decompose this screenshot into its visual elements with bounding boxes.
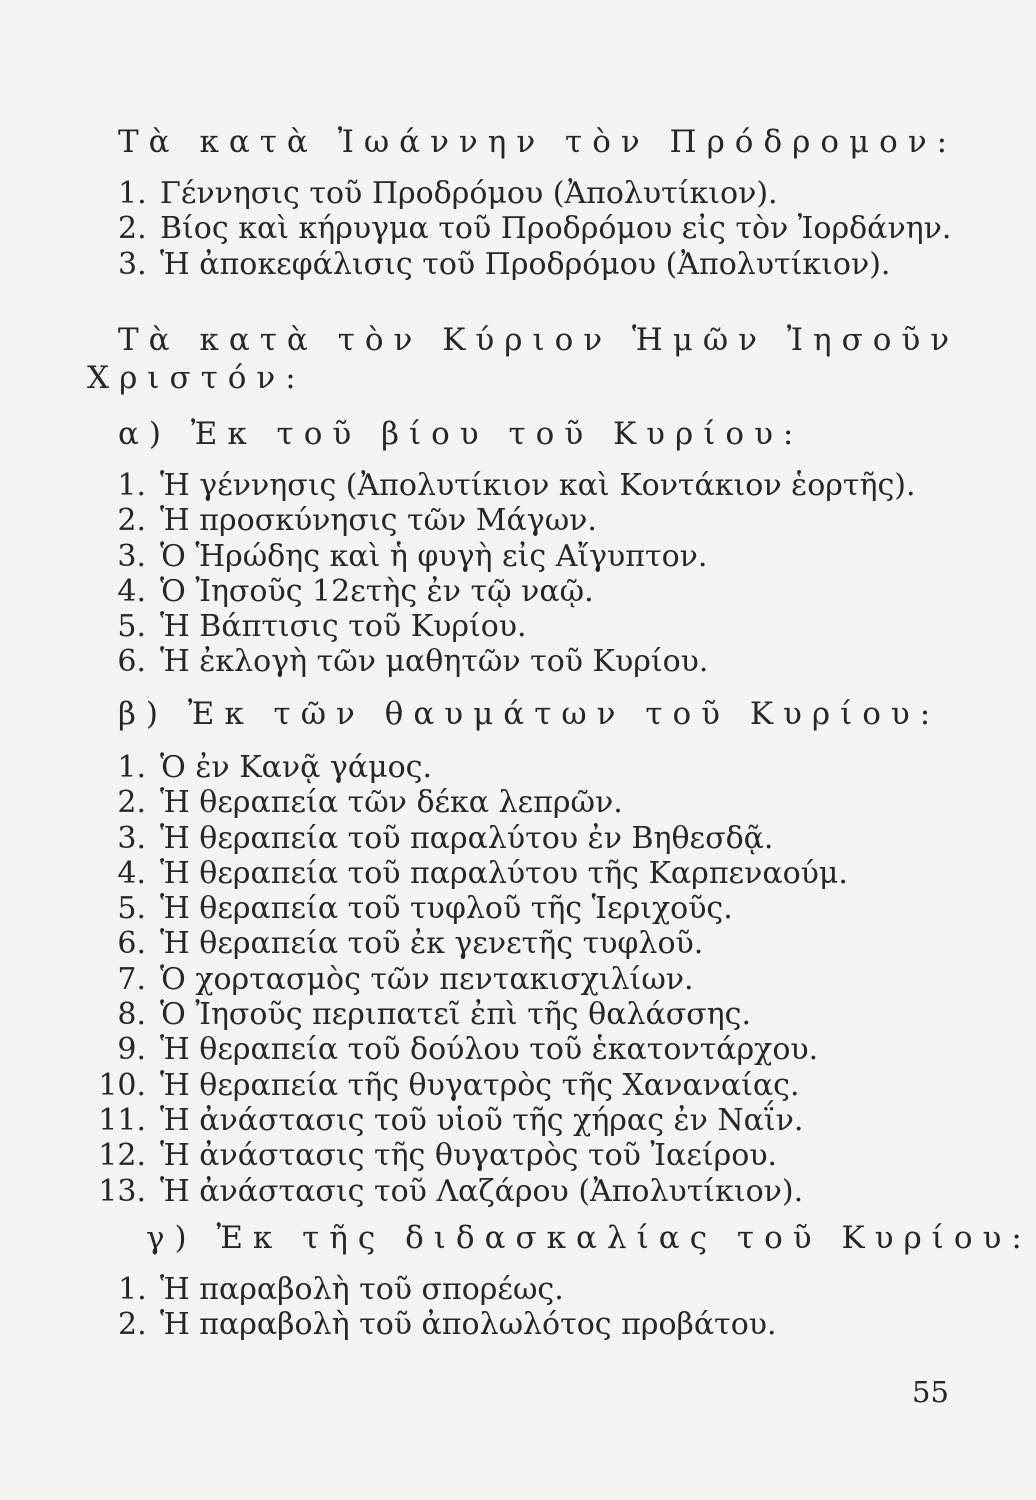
item-text: Ὁ χορτασμὸς τῶν πεντακισχιλίων. [160, 961, 694, 997]
item-number: 1. [117, 468, 146, 503]
item-number: 2. [117, 785, 146, 821]
page-number: 55 [912, 1375, 949, 1409]
item-number: 2. [117, 503, 146, 539]
item-number: 3. [118, 246, 147, 282]
list-item [90, 1138, 848, 1173]
thaumata-list [90, 750, 848, 1209]
item-text: Ἡ Βάπτισις τοῦ Κυρίου. [160, 609, 527, 645]
item-number: 1. [118, 1272, 147, 1307]
list-item [90, 926, 848, 961]
item-number: 13. [98, 1173, 146, 1209]
item-text: Ὁ Ἰησοῦς περιπατεῖ ἐπὶ τῆς θαλάσσης. [160, 997, 751, 1033]
item-text: Ἡ ἀποκεφάλισις τοῦ Προδρόμου (Ἀπολυτίκιον). [160, 246, 891, 282]
item-number: 8. [117, 997, 146, 1033]
list-item [90, 891, 848, 926]
list-item [90, 750, 848, 785]
list-item [118, 1307, 777, 1342]
item-number: 9. [117, 1032, 146, 1068]
item-text: Ἡ θεραπεία τοῦ ἐκ γενετῆς τυφλοῦ. [160, 926, 704, 962]
item-text: Ἡ ἀνάστασις τοῦ Λαζάρου (Ἀπολυτίκιον). [160, 1173, 804, 1209]
item-text: Ἡ προσκύνησις τῶν Μάγων. [160, 503, 597, 539]
list-item [90, 1068, 848, 1103]
item-text: Ἡ γέννησις (Ἀπολυτίκιον καὶ Κοντάκιον ἑορτῆς). [160, 468, 916, 503]
item-text: Ὁ ἐν Κανᾷ γάμος. [160, 750, 432, 785]
list-item [104, 539, 916, 574]
item-number: 5. [117, 609, 146, 645]
item-number: 3. [117, 538, 146, 574]
list-item [90, 1174, 848, 1209]
item-text: Ἡ ἀνάστασις τῆς θυγατρὸς τοῦ Ἰαείρου. [160, 1138, 778, 1174]
list-item [90, 997, 848, 1032]
list-item [90, 856, 848, 891]
item-text: Ἡ θεραπεία τοῦ δούλου τοῦ ἑκατοντάρχου. [160, 1032, 819, 1068]
item-number: 10. [98, 1067, 146, 1103]
subsection-heading-thaumata: β) Ἐκ τῶν θαυμάτων τοῦ Κυρίου: [118, 696, 941, 732]
item-number: 2. [118, 211, 147, 247]
item-text: Ἡ παραβολὴ τοῦ ἀπολωλότος προβάτου. [160, 1307, 777, 1343]
didaskalia-list [118, 1272, 777, 1343]
list-item [90, 1103, 848, 1138]
list-item [104, 644, 916, 679]
item-number: 11. [98, 1102, 146, 1138]
item-text: Γέννησις τοῦ Προδρόμου (Ἀπολυτίκιον). [160, 176, 778, 211]
list-item [90, 785, 848, 820]
item-number: 1. [117, 750, 146, 785]
prodromos-list [118, 176, 951, 282]
list-item [90, 962, 848, 997]
list-item [90, 821, 848, 856]
subsection-heading-bios: α) Ἐκ τοῦ βίου τοῦ Κυρίου: [118, 416, 804, 452]
item-number: 4. [117, 855, 146, 891]
item-text: Ἡ θεραπεία τοῦ παραλύτου τῆς Καρπεναούμ. [160, 855, 848, 891]
list-item [104, 468, 916, 503]
list-item [104, 574, 916, 609]
item-text: Ἡ θεραπεία τοῦ παραλύτου ἐν Βηθεσδᾷ. [160, 820, 774, 856]
item-text: Ἡ ἀνάστασις τοῦ υἱοῦ τῆς χήρας ἐν Ναΐν. [160, 1102, 804, 1138]
list-item [90, 1032, 848, 1067]
section-heading-kyrios: Τὰ κατὰ τὸν Κύριον Ἡμῶν Ἰησοῦν [118, 322, 960, 358]
item-text: Ἡ θεραπεία τῶν δέκα λεπρῶν. [160, 785, 623, 821]
item-number: 6. [117, 926, 146, 962]
item-number: 5. [117, 891, 146, 927]
item-number: 4. [117, 573, 146, 609]
item-text: Ἡ παραβολὴ τοῦ σπορέως. [160, 1272, 564, 1307]
list-item [118, 176, 951, 211]
item-number: 6. [117, 644, 146, 680]
list-item [104, 609, 916, 644]
item-number: 7. [117, 961, 146, 997]
list-item [118, 211, 951, 246]
list-item [118, 1272, 777, 1307]
item-text: Ὁ Ἡρώδης καὶ ἡ φυγὴ εἰς Αἴγυπτον. [160, 538, 708, 574]
bios-list [104, 468, 916, 680]
item-number: 2. [118, 1307, 147, 1343]
item-number: 3. [117, 820, 146, 856]
item-text: Ἡ θεραπεία τοῦ τυφλοῦ τῆς Ἱεριχοῦς. [160, 891, 733, 927]
item-number: 1. [118, 176, 147, 211]
list-item [118, 247, 951, 282]
item-number: 12. [98, 1138, 146, 1174]
subsection-heading-didaskalia: γ) Ἐκ τῆς διδασκαλίας τοῦ Κυρίου: [146, 1220, 1032, 1256]
item-text: Ὁ Ἰησοῦς 12ετὴς ἐν τῷ ναῷ. [160, 573, 594, 609]
item-text: Ἡ ἐκλογὴ τῶν μαθητῶν τοῦ Κυρίου. [160, 644, 709, 680]
list-item [104, 503, 916, 538]
item-text: Ἡ θεραπεία τῆς θυγατρὸς τῆς Χαναναίας. [160, 1067, 800, 1103]
item-text: Βίος καὶ κήρυγμα τοῦ Προδρόμου εἰς τὸν Ἰορδάνην. [160, 211, 952, 247]
section-heading-kyrios-cont: Χριστόν: [87, 360, 306, 396]
section-heading-prodromos: Τὰ κατὰ Ἰωάννην τὸν Πρόδρομον: [118, 124, 958, 160]
